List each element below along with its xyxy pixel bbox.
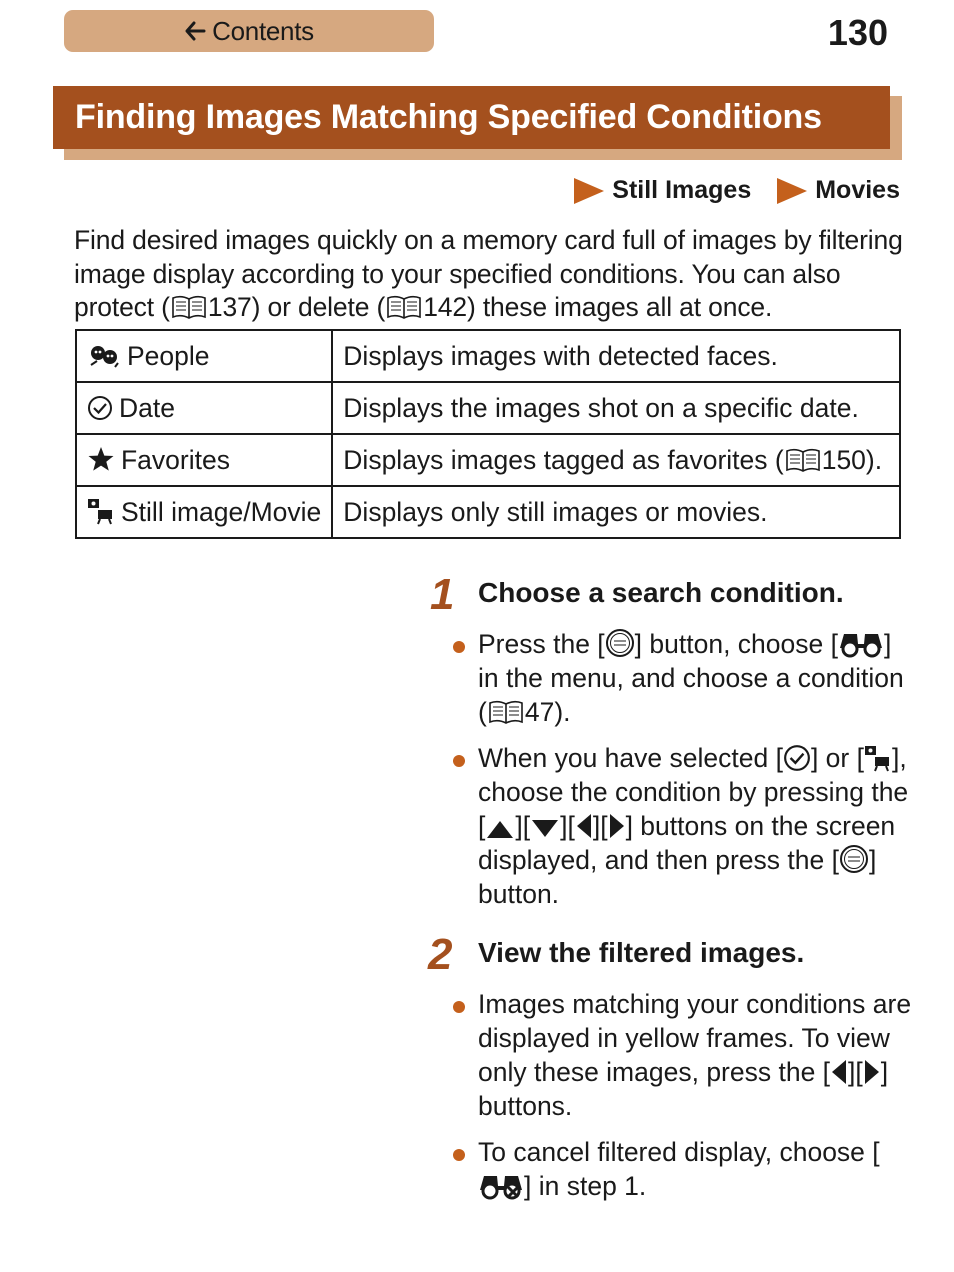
filter-name-cell: Still image/Movie [76, 486, 332, 538]
table-row [76, 486, 900, 538]
step-2-bullets [452, 987, 912, 1215]
still-movie-icon [87, 497, 115, 525]
mode-still-images: Still Images [574, 176, 751, 205]
filter-description-cell: Displays images with detected faces. [332, 330, 900, 382]
book-icon [386, 294, 422, 320]
still-movie-icon [864, 744, 892, 772]
contents-label: Contents [212, 15, 314, 46]
book-icon [785, 447, 821, 473]
arrow-right-icon [863, 1058, 881, 1086]
book-icon [171, 294, 207, 320]
step-1-bullets [452, 627, 912, 923]
people-icon [87, 343, 121, 369]
contents-button[interactable] [64, 10, 434, 52]
table-row [76, 382, 900, 434]
date-icon [783, 744, 811, 772]
arrow-up-icon [485, 818, 515, 840]
page-title: Finding Images Matching Specified Conditions [75, 98, 822, 136]
page-ref-link[interactable]: 47 [524, 697, 555, 727]
date-icon [87, 395, 113, 421]
triangle-icon [777, 178, 807, 204]
binoculars-icon [838, 630, 884, 658]
filter-name-cell: Date [76, 382, 332, 434]
step-number: 2 [428, 930, 453, 979]
arrow-right-icon [608, 812, 626, 840]
filter-description-cell: Displays images tagged as favorites ( 150). [332, 434, 900, 486]
arrow-down-icon [530, 818, 560, 840]
intro-paragraph: Find desired images quickly on a memory card full of images by filtering image display according to your specified conditions. You can also protect ( 137) or delete ( 142) these images all at once. [74, 225, 903, 322]
list-item: To cancel filtered display, choose [] in step 1. [452, 1135, 912, 1203]
step-title: View the filtered images. [478, 937, 805, 968]
page-ref-link[interactable]: 142 [423, 292, 467, 322]
filter-name-cell: Favorites [76, 434, 332, 486]
list-item: Press the [ ] button, choose [ ] in the menu, and choose a condition ( 47). [452, 627, 912, 729]
mode-indicators [574, 176, 900, 205]
book-icon [488, 699, 524, 725]
step-title: Choose a search condition. [478, 577, 844, 608]
arrow-left-icon [575, 812, 593, 840]
step-number: 1 [430, 570, 455, 619]
page-ref-link[interactable]: 137 [207, 292, 252, 322]
table-row [76, 434, 900, 486]
page-number: 130 [827, 12, 888, 53]
filter-name-cell: People [76, 330, 332, 382]
filter-description-cell: Displays only still images or movies. [332, 486, 900, 538]
filter-table [75, 329, 901, 539]
binoculars-cancel-icon [478, 1172, 524, 1200]
arrow-left-icon [830, 1058, 848, 1086]
mode-movies: Movies [777, 176, 900, 205]
list-item: When you have selected [ ] or [ ], choose the condition by pressing the [ ][ ][ ][ ] buttons on the screen displayed, and then press the [ ] button. [452, 741, 912, 911]
list-item: Images matching your conditions are displayed in yellow frames. To view only these images, press the [ ][ ] buttons. [452, 987, 912, 1123]
title-bar [53, 86, 890, 149]
arrow-left-icon [184, 20, 206, 42]
page-ref-link[interactable]: 150 [821, 444, 866, 475]
func-set-button-icon [839, 844, 869, 874]
triangle-icon [574, 178, 604, 204]
star-icon [87, 445, 115, 473]
filter-description-cell: Displays the images shot on a specific date. [332, 382, 900, 434]
func-set-button-icon [605, 628, 635, 658]
table-row [76, 330, 900, 382]
